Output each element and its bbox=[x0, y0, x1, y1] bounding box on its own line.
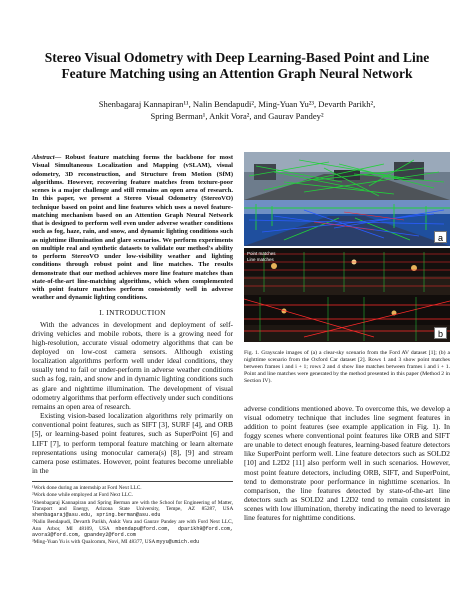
right-column bbox=[244, 152, 450, 523]
paper-title: Stereo Visual Odometry with Deep Learning-Based Point and Line Feature Matching using an Attention Graph Neural Network bbox=[44, 50, 430, 81]
figure-panel-b-point-matches bbox=[244, 248, 450, 295]
footnote-4-emails: nbendapu@ford.com, dparikh9@ford.com, avora3@ford.com, gpandey2@ford.com bbox=[32, 525, 233, 539]
footnote-3-text: ¹Shenbagaraj Kannapiran and Spring Berman are with the School for Engineering of Matter, Transport and Energy, Arizona State University, Tempe, AZ 85287, USA bbox=[32, 499, 233, 512]
intro-paragraph-1: With the advances in development and deployment of self-driving vehicles and mobile robots, there is a growing need for high-resolution, accurate visual odometry algorithms that can be deployed on low-cost camera sensors. Although existing localization algorithms perform well under ideal conditions, they usually tend to fail or under-perform in adverse weather conditions such as fog, rain, and snow and in dynamic lighting conditions such as glare and nighttime illumination. The development of visual odometry algorithms that perform effectively under such conditions remains an open area of research. bbox=[32, 319, 233, 411]
intro-paragraph-2: Existing vision-based localization algorithms rely primarily on conventional point features, such as SIFT [3], SURF [4], and ORB [5], or learning-based point features, such as SuperPoint [6] and LIFT [7], to perform temporal feature matching or learn alternate representations using monocular camera(s) [8], [9] and stream camera pose estimates. However, point features become unreliable in the bbox=[32, 411, 233, 475]
section-heading-introduction: I. INTRODUCTION bbox=[99, 307, 166, 317]
overlay-label-point-matches: Point matches bbox=[247, 251, 276, 256]
footnote-1: ¹Work done during an internship at Ford Next LLC. bbox=[32, 485, 142, 491]
overlay-label-line-matches: Line matches bbox=[247, 257, 274, 262]
footnote-3 bbox=[32, 500, 233, 519]
abstract bbox=[32, 154, 233, 303]
footnote-5-text: ³Ming-Yuan Yu is with Qualcomm, Novi, MI 48377, USA bbox=[32, 539, 156, 546]
panel-a-label: a bbox=[434, 231, 447, 243]
intro-paragraph-3: adverse conditions mentioned above. To overcome this, we develop a visual odometry technique that includes line segment features in addition to point features (see example application in Fig. 1). In foggy scenes where conventional point features like ORB and SIFT are unable to detect enough features, learning-based feature detectors like SuperPoint perform well. Line feature detectors such as SOLD2 [10] and L2D2 [11] also perform well in such scenarios. However, most point feature detectors, including ORB, SIFT, and SuperPoint, tend to demonstrate poor performance in nighttime scenarios. In comparison, the line features detected by state-of-the-art line detectors such as SOLD2 and L2D2 tend to remain consistent in scenes with low illumination, thereby indicating the need to leverage line features for nighttime conditions. bbox=[244, 403, 450, 523]
footnote-3-emails: shenbagaraj@asu.edu, spring.berman@asu.edu bbox=[32, 512, 161, 519]
author-line-1: Shenbagaraj Kannapiran¹¹, Nalin Bendapudi², Ming-Yuan Yu²³, Devarth Parikh², bbox=[98, 99, 376, 109]
abstract-body: — Robust feature matching forms the backbone for most Visual Simultaneous Localization and Mapping (vSLAM), visual odometry, 3D reconstruction, and Structure from Motion (SfM) algorithms. However, recovering feature matches from texture-poor scenes is a major challenge and still remains an open area of research. In this paper, we present a Stereo Visual Odometry (StereoVO) technique based on point and line features which uses a novel feature-matching mechanism based on an Attention Graph Neural Network that is designed to perform well even under adverse weather conditions such as fog, haze, rain, and snow, and dynamic lighting conditions such as nighttime illumination and glare scenarios. We perform experiments on multiple real and synthetic datasets to validate our method's ability to perform StereoVO under low-visibility weather and lighting conditions through robust point and line matches. The results demonstrate that our method achieves more line feature matches than state-of-the-art line-matching algorithms, which when complemented with point feature matches perform consistently well in adverse weather and dynamic lighting conditions. bbox=[32, 154, 233, 302]
figure-panel-a-line-matches bbox=[244, 200, 450, 246]
left-column bbox=[32, 154, 233, 475]
figure-panel-a-point-matches bbox=[244, 152, 450, 200]
figure-panel-b-line-matches bbox=[244, 295, 450, 342]
panel-b-label: b bbox=[434, 327, 447, 339]
author-list bbox=[40, 98, 434, 122]
author-line-2: Spring Berman¹, Ankit Vora², and Gaurav Pandey² bbox=[150, 111, 324, 121]
figure-1 bbox=[244, 152, 450, 342]
footnote-4 bbox=[32, 519, 233, 538]
abstract-lead: Abstract bbox=[32, 154, 55, 161]
figure-caption: Fig. 1. Grayscale images of (a) a clear-sky scenario from the Ford AV dataset [1]; (b) a nighttime scenario from the Oxford Car dataset [2]. Rows 1 and 3 show point matches between frames i and i + 1; rows 2 and 4 show line matches between frames i and i + 1. Point and line matches were generated by the method presented in this paper (Method 2 in Section IV). bbox=[244, 350, 450, 384]
footnote-5-email: myyu@umich.edu bbox=[156, 539, 200, 546]
footnotes bbox=[32, 481, 233, 547]
footnote-2: ²Work done while employed at Ford Next LLC. bbox=[32, 492, 133, 499]
footnote-5 bbox=[32, 539, 233, 545]
footnote-4-text: ²Nalin Bendapudi, Devarth Parikh, Ankit Vora and Gaurav Pandey are with Ford Next LLC, Ann Arbor, MI 48109, USA bbox=[32, 519, 233, 532]
